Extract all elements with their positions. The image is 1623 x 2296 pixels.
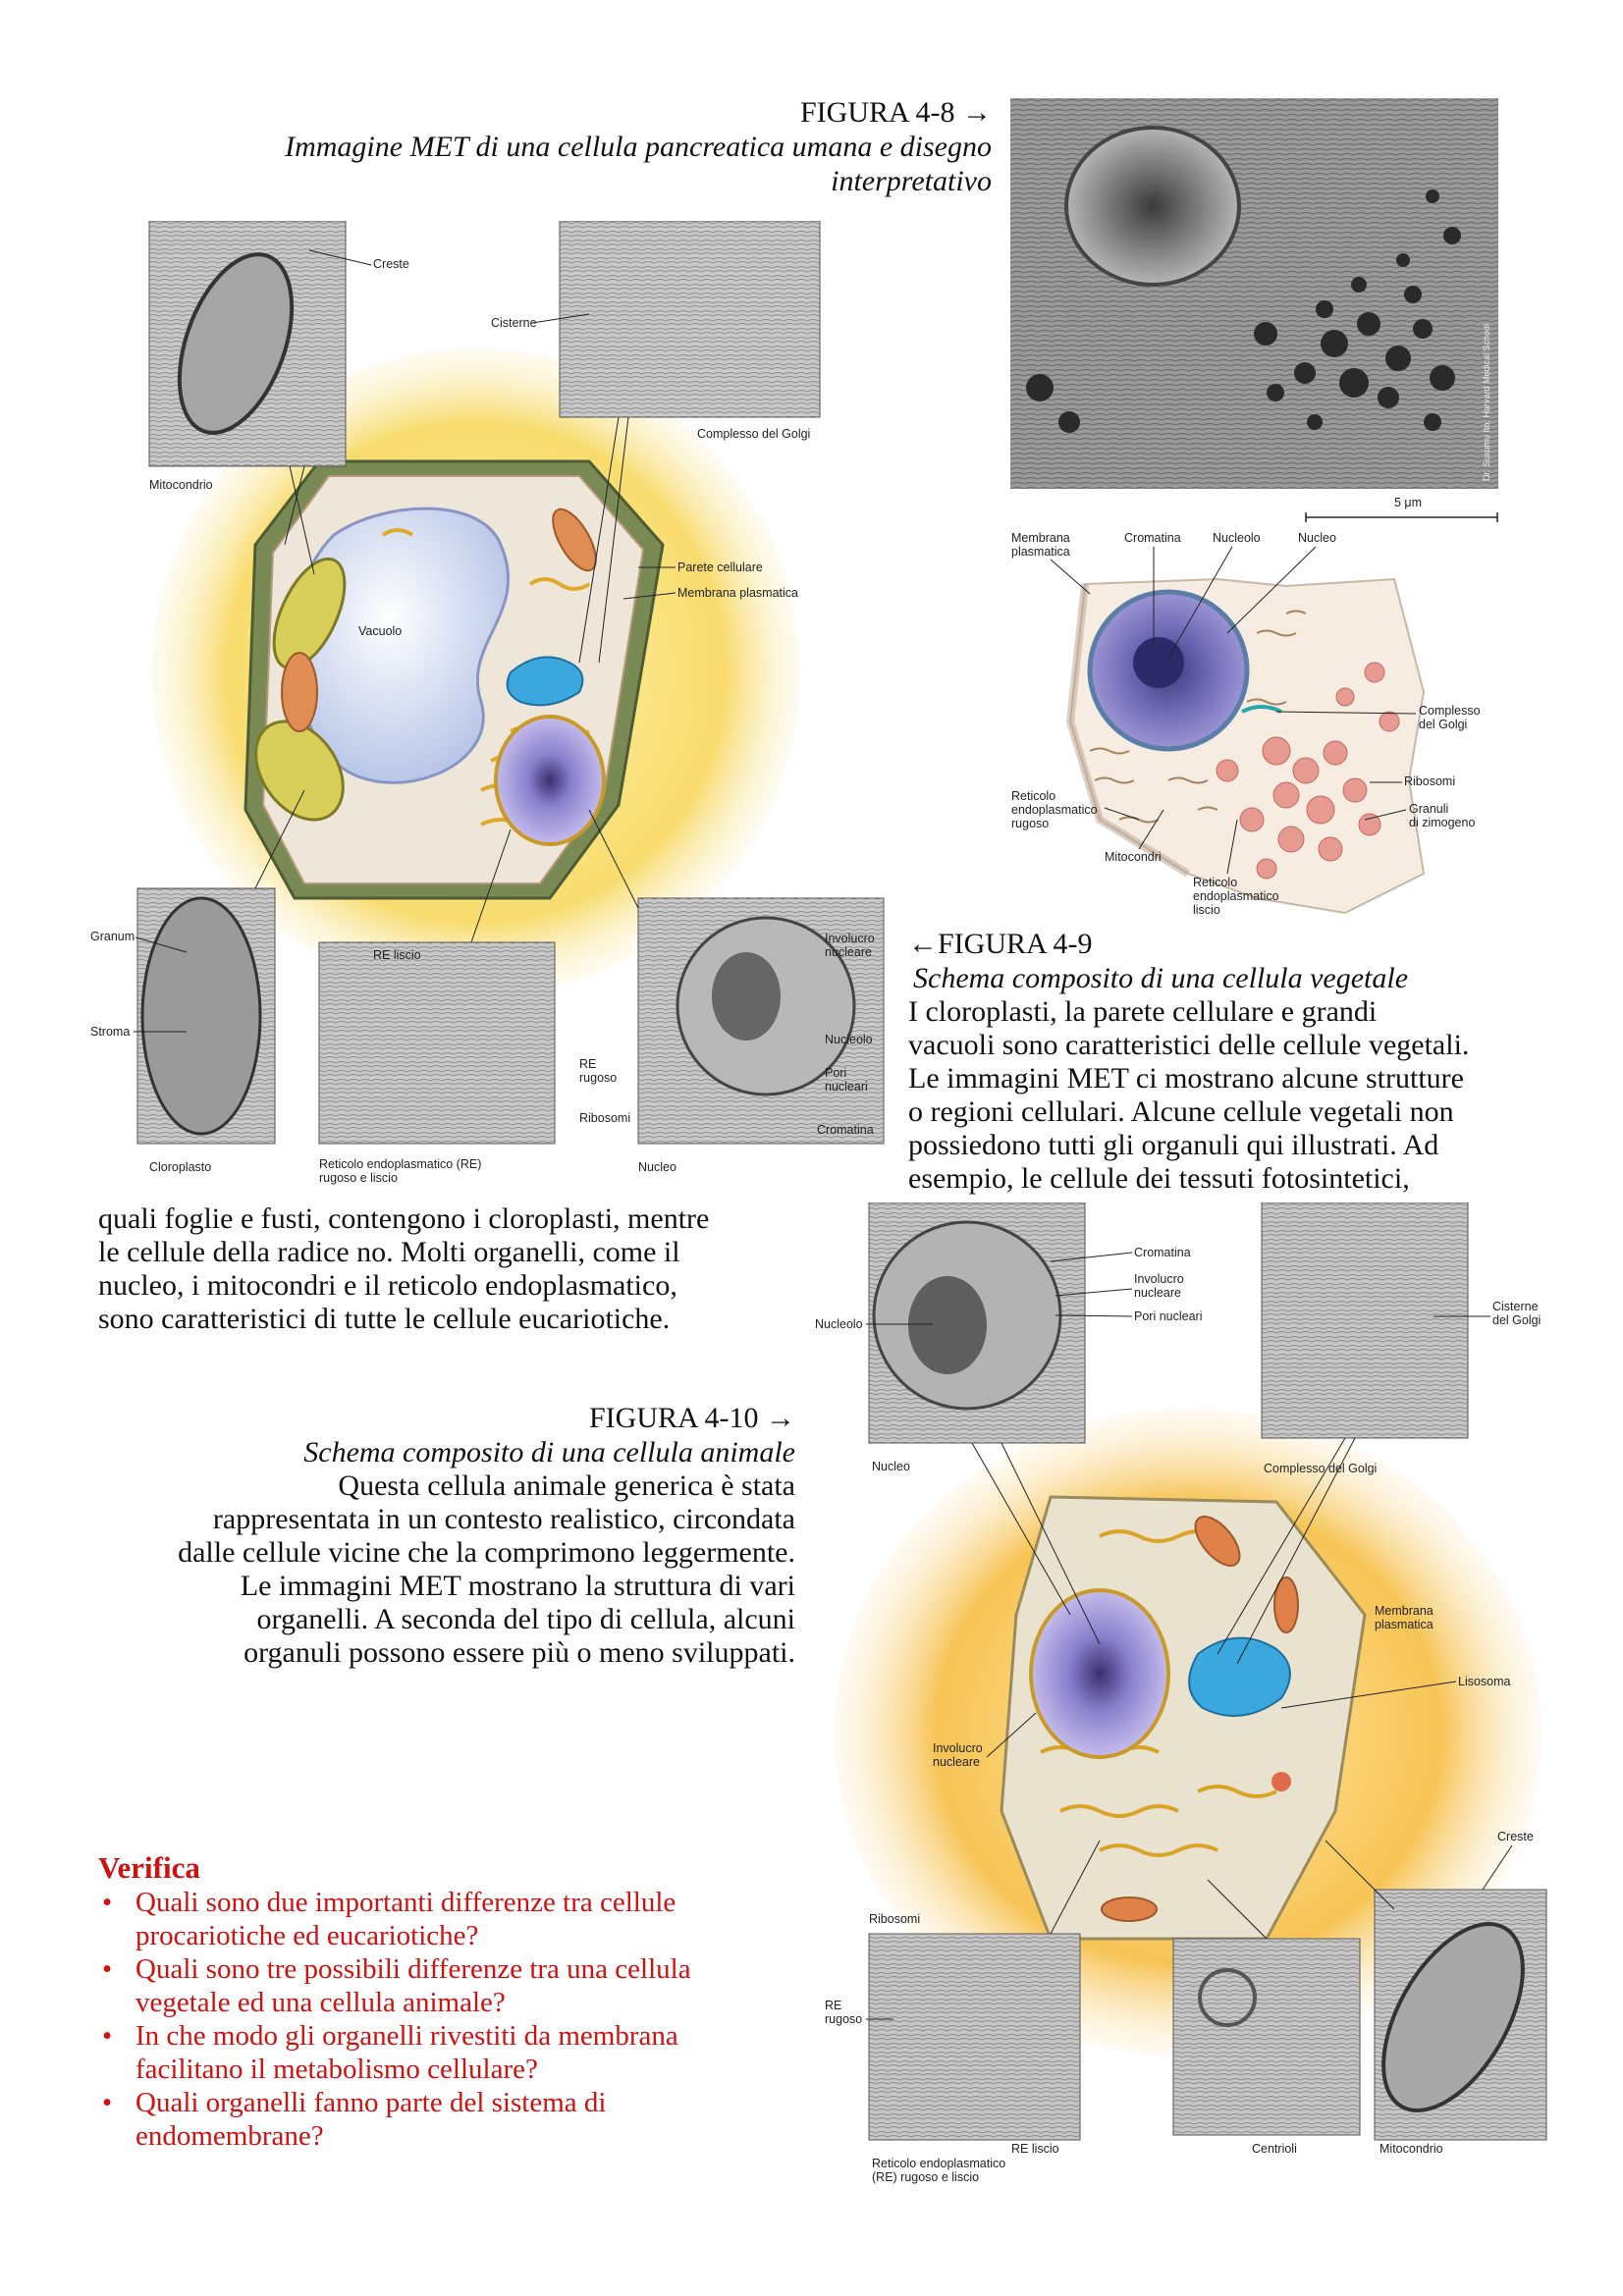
- fig49-body-line: I cloroplasti, la parete cellulare e grandi: [908, 995, 1378, 1028]
- fig410-lbl-cisterne-1: Cisterne: [1492, 1300, 1539, 1313]
- fig49-lbl-cloroplasto: Cloroplasto: [149, 1160, 212, 1174]
- fig48-subtitle-1: Immagine MET di una cellula pancreatica umana e disegno: [285, 131, 992, 163]
- verifica-item: [98, 1886, 805, 1952]
- fig49-lbl-mitocondrio: Mitocondrio: [149, 478, 213, 492]
- fig410-lbl-involucro-1: Involucro: [1134, 1272, 1184, 1286]
- fig48-scale-label: 5 μm: [1394, 496, 1423, 509]
- fig410-subtitle: Schema composito di una cellula animale: [303, 1436, 795, 1468]
- fig410-lbl-re-liscio: RE liscio: [1011, 2142, 1059, 2156]
- verifica-item-line: facilitano il metabolismo cellulare?: [135, 2054, 538, 2085]
- fig49-body-line: sono caratteristici di tutte le cellule eucariotiche.: [98, 1303, 671, 1335]
- verifica-item-line: • Quali sono due importanti differenze tra cellule: [135, 1887, 676, 1918]
- fig410-lbl-re-rugoso-1: RE: [825, 1999, 842, 2012]
- fig49-lbl-re-rugoso-1: RE: [579, 1057, 597, 1071]
- fig48-lbl-rer-1: Reticolo: [1011, 789, 1056, 803]
- fig410-lbl-re-rugoso-2: rugoso: [825, 2012, 863, 2026]
- fig49-subtitle: Schema composito di una cellula vegetale: [913, 962, 1409, 994]
- fig49-title: ←FIGURA 4-9: [908, 928, 1093, 960]
- fig48-lbl-nucleolo: Nucleolo: [1213, 531, 1261, 545]
- fig48-micrograph: [1010, 98, 1498, 489]
- fig49-body-left: [98, 1202, 805, 1336]
- fig49-lbl-re-liscio: RE liscio: [373, 948, 421, 962]
- fig410-lbl-nucleo: Nucleo: [872, 1460, 910, 1473]
- fig49-body-line: possiedono tutti gli organuli qui illustrati. Ad: [908, 1129, 1439, 1161]
- verifica-item-line: vegetale ed una cellula animale?: [135, 1987, 506, 2018]
- fig48-scale-bar: [1296, 491, 1502, 530]
- fig48-lbl-rel-2: endoplasmatico: [1193, 889, 1279, 903]
- verifica-item-line: • Quali sono tre possibili differenze tra una cellula: [135, 1953, 691, 1985]
- fig49-lbl-reticolo-1: Reticolo endoplasmatico (RE): [319, 1157, 482, 1171]
- fig49-lbl-pori-2: nucleari: [825, 1080, 868, 1094]
- fig49-body-line: nucleo, i mitocondri e il reticolo endoplasmatico,: [98, 1269, 677, 1302]
- verifica-item: [98, 2019, 805, 2086]
- fig48-lbl-rel-1: Reticolo: [1193, 876, 1238, 889]
- fig410-lbl-cisterne-2: del Golgi: [1492, 1313, 1542, 1327]
- verifica-item: [98, 2086, 805, 2153]
- fig48-caption: [98, 96, 992, 198]
- fig49-lbl-membrana: Membrana plasmatica: [677, 586, 798, 600]
- fig410-body: [69, 1469, 795, 1670]
- fig49-lbl-involucro-1: Involucro: [825, 932, 875, 945]
- fig48-lbl-granuli-2: di zimogeno: [1409, 816, 1476, 829]
- fig410-animal-cell-figure: [805, 1202, 1551, 2189]
- fig410-lbl-pori: Pori nucleari: [1134, 1309, 1203, 1323]
- verifica-item: [98, 1952, 805, 2019]
- fig48-lbl-cromatina: Cromatina: [1124, 531, 1181, 545]
- fig49-body-line: vacuoli sono caratteristici delle cellule vegetali.: [908, 1029, 1470, 1061]
- fig48-photo-credit: Dr. Susumu Ito, Harvard Medical School: [1482, 323, 1491, 481]
- verifica-item-line: • Quali organelli fanno parte del sistema di: [135, 2087, 607, 2118]
- fig410-lbl-cromatina: Cromatina: [1134, 1246, 1191, 1259]
- fig410-lbl-centrioli: Centrioli: [1252, 2142, 1297, 2156]
- verifica-item-line: endomembrane?: [135, 2120, 324, 2152]
- fig48-lbl-membrana-1: Membrana: [1011, 531, 1070, 545]
- fig49-lbl-nucleo: Nucleo: [638, 1160, 676, 1174]
- fig49-lbl-cisterne: Cisterne: [491, 316, 537, 330]
- fig49-lbl-golgi: Complesso del Golgi: [697, 427, 811, 441]
- fig49-body-line: o regioni cellulari. Alcune cellule vegetali non: [908, 1095, 1454, 1128]
- fig49-lbl-creste: Creste: [373, 257, 409, 271]
- fig48-lbl-ribosomi: Ribosomi: [1404, 774, 1456, 788]
- fig49-lbl-ribosomi: Ribosomi: [579, 1111, 631, 1125]
- fig48-lbl-golgi-2: del Golgi: [1419, 718, 1468, 731]
- fig410-title: FIGURA 4-10 →: [588, 1402, 795, 1434]
- fig48-lbl-granuli-1: Granuli: [1409, 802, 1449, 816]
- fig410-caption: [69, 1402, 795, 1670]
- fig49-lbl-nucleolo: Nucleolo: [825, 1033, 873, 1046]
- fig410-lbl-involucro-b1: Involucro: [933, 1741, 983, 1755]
- fig410-lbl-reticolo-2: (RE) rugoso e liscio: [872, 2170, 980, 2184]
- fig48-lbl-rer-2: endoplasmatico: [1011, 803, 1098, 817]
- fig49-body-line: le cellule della radice no. Molti organelli, come il: [98, 1236, 680, 1268]
- fig49-body-line: esempio, le cellule dei tessuti fotosintetici,: [908, 1162, 1410, 1195]
- fig49-lbl-cromatina: Cromatina: [817, 1123, 874, 1137]
- fig49-plant-cell-figure: [88, 221, 952, 1193]
- fig49-body-line: quali foglie e fusti, contengono i cloroplasti, mentre: [98, 1202, 710, 1235]
- fig48-title: FIGURA 4-8 →: [799, 96, 992, 129]
- fig49-lbl-involucro-2: nucleare: [825, 945, 872, 959]
- fig48-drawing: [992, 525, 1502, 928]
- fig48-lbl-rer-3: rugoso: [1011, 817, 1050, 830]
- fig410-lbl-ribosomi: Ribosomi: [869, 1912, 921, 1926]
- fig48-lbl-golgi-1: Complesso: [1419, 704, 1481, 718]
- verifica-title: Verifica: [98, 1850, 200, 1885]
- fig49-lbl-vacuolo: Vacuolo: [358, 624, 403, 638]
- fig49-lbl-reticolo-2: rugoso e liscio: [319, 1171, 398, 1185]
- fig49-lbl-granum: Granum: [90, 930, 135, 943]
- fig49-lbl-re-rugoso-2: rugoso: [579, 1071, 618, 1085]
- fig410-lbl-lisosoma: Lisosoma: [1458, 1675, 1511, 1688]
- fig48-lbl-mitocondri: Mitocondri: [1105, 850, 1162, 864]
- fig49-lbl-pori-1: Pori: [825, 1066, 847, 1080]
- fig410-body-line: organelli. A seconda del tipo di cellula, alcuni: [256, 1603, 795, 1635]
- fig410-lbl-reticolo-1: Reticolo endoplasmatico: [872, 2157, 1006, 2170]
- fig49-caption: [908, 928, 1537, 1196]
- fig49-lbl-parete: Parete cellulare: [677, 561, 763, 574]
- fig410-lbl-golgi: Complesso del Golgi: [1264, 1462, 1378, 1475]
- verifica-item-line: procariotiche ed eucariotiche?: [135, 1920, 479, 1951]
- fig410-body-line: organuli possono essere più o meno sviluppati.: [243, 1636, 795, 1669]
- fig48-subtitle-2: interpretativo: [831, 165, 992, 197]
- fig410-lbl-mitocondrio: Mitocondrio: [1380, 2142, 1443, 2156]
- fig410-lbl-nucleolo: Nucleolo: [815, 1317, 863, 1331]
- verifica-list: [98, 1886, 805, 2153]
- fig410-lbl-involucro-b2: nucleare: [933, 1755, 980, 1769]
- fig48-lbl-rel-3: liscio: [1193, 903, 1220, 917]
- fig49-body-right: [908, 995, 1537, 1196]
- verifica-section: [98, 1850, 805, 2153]
- fig410-body-line: Le immagini MET mostrano la struttura di vari: [240, 1570, 795, 1602]
- fig49-body-line: Le immagini MET ci mostrano alcune strutture: [908, 1062, 1464, 1095]
- fig410-lbl-creste: Creste: [1497, 1830, 1534, 1843]
- fig410-lbl-membrana-1: Membrana: [1375, 1604, 1434, 1618]
- fig410-body-line: Questa cellula animale generica è stata: [338, 1469, 795, 1502]
- fig48-lbl-nucleo: Nucleo: [1298, 531, 1336, 545]
- fig410-lbl-membrana-2: plasmatica: [1375, 1618, 1434, 1631]
- verifica-item-line: • In che modo gli organelli rivestiti da membrana: [135, 2020, 678, 2052]
- fig49-lbl-stroma: Stroma: [90, 1025, 131, 1039]
- fig410-body-line: rappresentata in un contesto realistico, circondata: [212, 1503, 795, 1535]
- fig410-body-line: dalle cellule vicine che la comprimono leggermente.: [178, 1536, 795, 1569]
- fig410-lbl-involucro-2: nucleare: [1134, 1286, 1181, 1300]
- fig48-lbl-membrana-2: plasmatica: [1011, 545, 1070, 559]
